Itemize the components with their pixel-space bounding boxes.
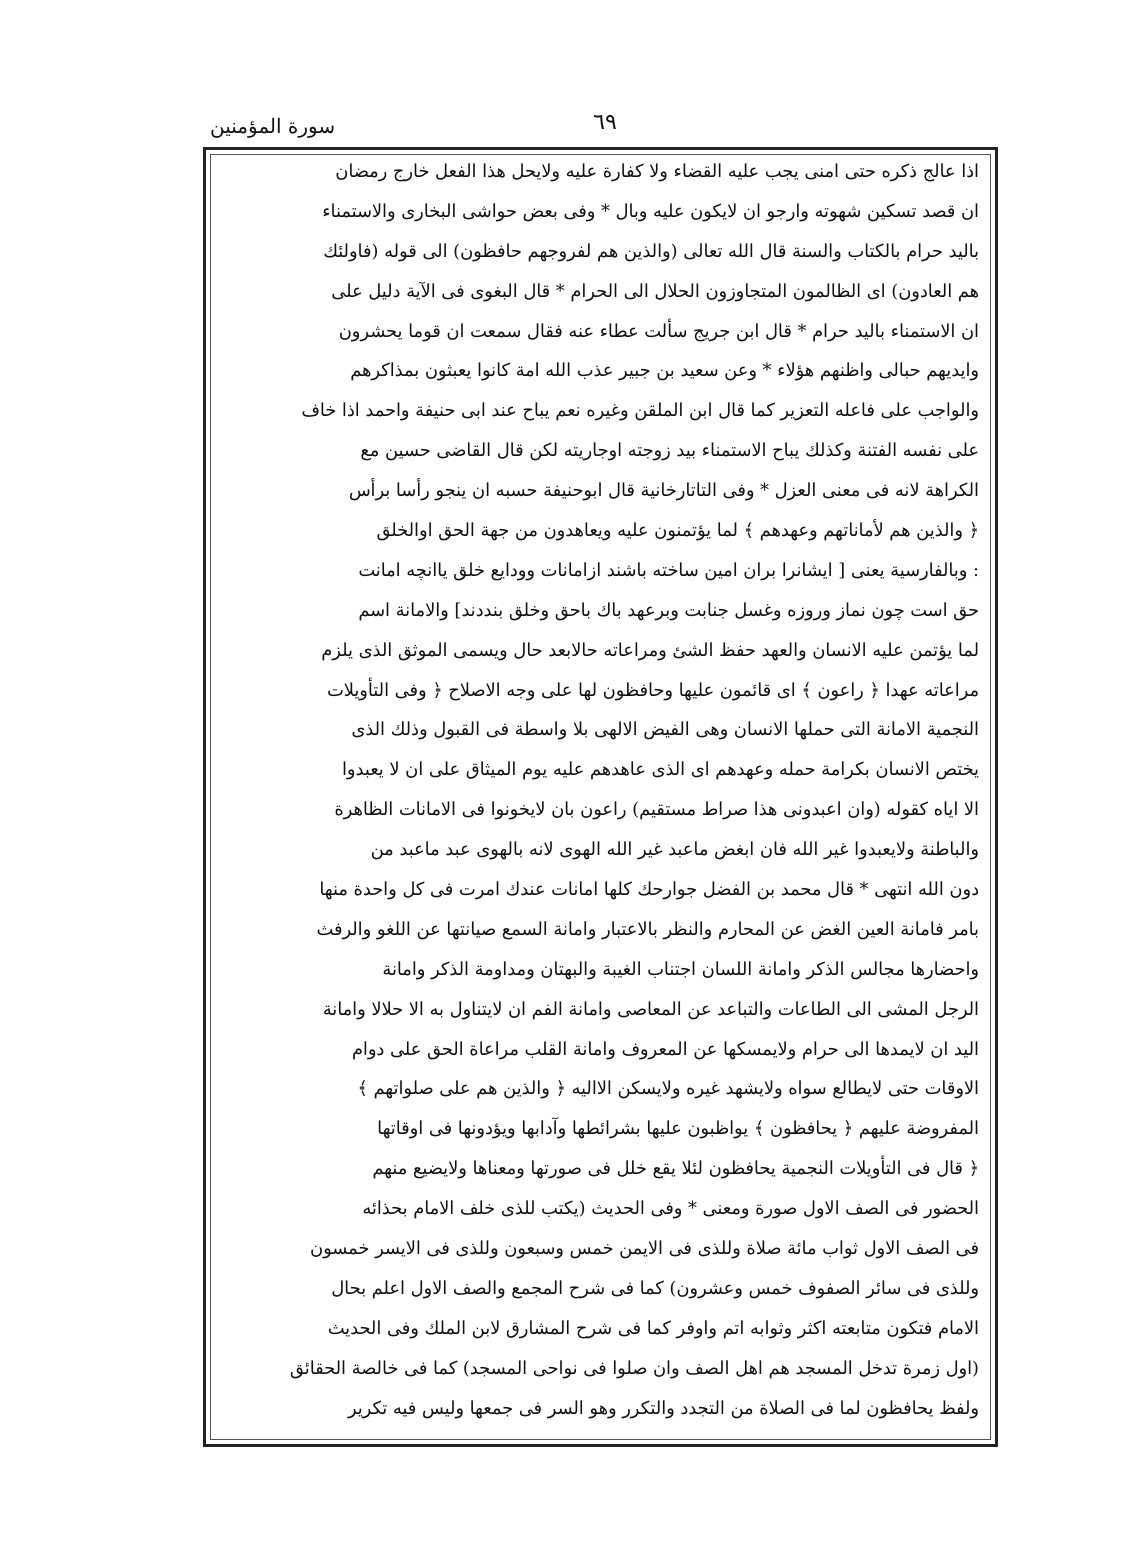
text-line: النجمية الامانة التى حملها الانسان وهى الفيض الالهى بلا واسطة فى القبول وذلك الذى bbox=[351, 719, 979, 741]
text-line: ﴿ والذين هم لأماناتهم وعهدهم ﴾ لما يؤتمنون عليه ويعاهدون من جهة الحق اوالخلق bbox=[376, 520, 979, 542]
text-line: ﴿ قال فى التأويلات النجمية يحافظون لئلا يقع خلل فى صورتها ومعناها ولايضيع منهم bbox=[372, 1158, 979, 1180]
text-line: حق است چون نماز وروزه وغسل جنابت وبرعهد باك باحق وخلق بنددند] والامانة اسم bbox=[358, 599, 979, 621]
text-line: الكراهة لانه فى معنى العزل * وفى التاتارخانية قال ابوحنيفة حسبه ان ينجو رأسا برأس bbox=[348, 480, 979, 502]
text-line: هم العادون) اى الظالمون المتجاوزون الحلال الى الحرام * قال البغوى فى الآية دليل على bbox=[331, 280, 979, 302]
text-line: (اول زمرة تدخل المسجد هم اهل الصف وان صلوا فى نواحى المسجد) كما فى خالصة الحقائق bbox=[289, 1357, 979, 1379]
text-line: يختص الانسان بكرامة حمله وعهدهم اى الذى عاهدهم عليه يوم الميثاق على ان لا يعبدوا bbox=[341, 759, 979, 781]
text-line: ولفظ يحافظون لما فى الصلاة من التجدد والتكرر وهو السر فى جمعها وليس فيه تكرير bbox=[347, 1397, 979, 1419]
text-body bbox=[222, 152, 979, 1429]
text-line: : وبالفارسية يعنى [ ايشانرا بران امين ساخته باشند ازامانات وودايع خلق ياانچه امانت bbox=[358, 559, 979, 581]
text-line: والواجب على فاعله التعزير كما قال ابن الملقن وغيره نعم يباح عند ابى حنيفة واحمد اذا خاف bbox=[301, 400, 979, 422]
text-line: على نفسه الفتنة وكذلك يباح الاستمناء بيد زوجته اوجاريته لكن قال القاضى حسين مع bbox=[360, 440, 979, 462]
text-line: فى الصف الاول ثواب مائة صلاة وللذى فى الايمن خمس وسبعون وللذى فى الايسر خمسون bbox=[310, 1238, 979, 1260]
text-line: باليد حرام بالكتاب والسنة قال الله تعالى (والذين هم لفروجهم حافظون) الى قوله (فاولئك bbox=[323, 240, 979, 262]
text-line: الا اياه كقوله (وان اعبدونى هذا صراط مستقيم) راعون بان لايخونوا فى الامانات الظاهرة bbox=[334, 799, 979, 821]
text-line: بامر فامانة العين الغض عن المحارم والنظر بالاعتبار وامانة السمع صيانتها عن اللغو والرفث bbox=[316, 918, 979, 940]
surah-title: سورة المؤمنين bbox=[210, 114, 336, 138]
text-line: الرجل المشى الى الطاعات والتباعد عن المعاصى وامانة الفم ان لايتناول به الا حلالا وامانة bbox=[322, 998, 979, 1020]
page-header bbox=[210, 110, 1000, 144]
text-line: الاوقات حتى لايطالع سواه ولايشهد غيره ولايسكن الااليه ﴿ والذين هم على صلواتهم ﴾ bbox=[357, 1078, 979, 1100]
text-line: الحضور فى الصف الاول صورة ومعنى * وفى الحديث (يكتب للذى خلف الامام بحذائه bbox=[362, 1198, 979, 1220]
text-line: اذا عالج ذكره حتى امنى يجب عليه القضاء ولا كفارة عليه ولايحل هذا الفعل خارج رمضان bbox=[335, 161, 979, 182]
text-line: مراعاته عهدا ﴿ راعون ﴾ اى قائمون عليها وحافظون لها على وجه الاصلاح ﴿ وفى التأويلات bbox=[327, 679, 979, 701]
text-line: الامام فتكون متابعته اكثر وثوابه اتم واوفر كما فى شرح المشارق لابن الملك وفى الحديث bbox=[327, 1317, 979, 1339]
text-line: لما يؤتمن عليه الانسان والعهد حفظ الشئ ومراعاته حالابعد حال ويسمى الموثق الذى يلزم bbox=[321, 639, 979, 661]
text-line: واحضارها مجالس الذكر وامانة اللسان اجتناب الغيبة والبهتان ومداومة الذكر وامانة bbox=[382, 958, 979, 980]
text-line: ان قصد تسكين شهوته وارجو ان لايكون عليه وبال * وفى بعض حواشى البخارى والاستمناء bbox=[322, 200, 979, 222]
text-line: ان الاستمناء باليد حرام * قال ابن جريج سألت عطاء عنه فقال سمعت ان قوما يحشرون bbox=[338, 320, 979, 342]
text-line: وايديهم حبالى واظنهم هؤلاء * وعن سعيد بن جبير عذب الله امة كانوا يعبثون بمذاكرهم bbox=[350, 360, 979, 382]
text-line: دون الله انتهى * قال محمد بن الفضل جوارحك كلها امانات عندك امرت فى كل واحدة منها bbox=[319, 879, 979, 901]
text-line: المفروضة عليهم ﴿ يحافظون ﴾ يواظبون عليها بشرائطها وآدابها ويؤدونها فى اوقاتها bbox=[377, 1118, 979, 1140]
text-line: والباطنة ولايعبدوا غير الله فان ابغض ماعبد غير الله الهوى لانه بالهوى عبد ماعبد من bbox=[370, 839, 979, 861]
text-line: وللذى فى سائر الصفوف خمس وعشرون) كما فى شرح المجمع والصف الاول اعلم بحال bbox=[331, 1277, 979, 1299]
page-number: ٦٩ bbox=[593, 110, 617, 135]
text-line: اليد ان لايمدها الى حرام ولايمسكها عن المعروف وامانة القلب مراعاة الحق على دوام bbox=[351, 1038, 979, 1060]
